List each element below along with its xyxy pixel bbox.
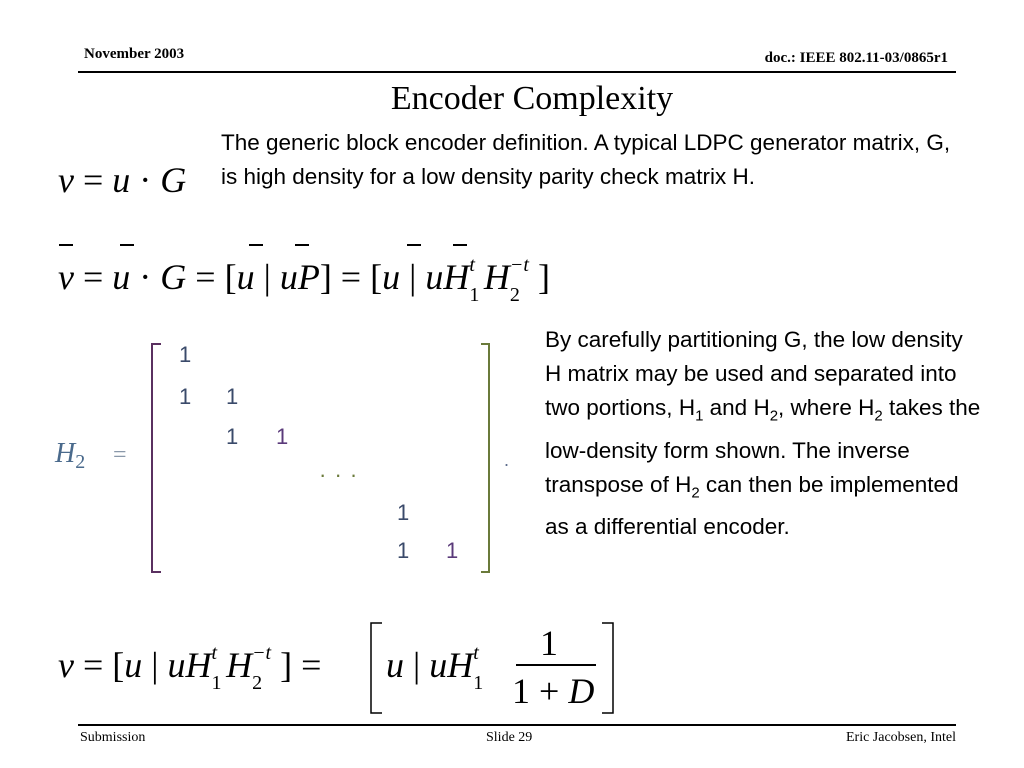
subscript: 2 — [874, 407, 883, 425]
paragraph-text: and H — [703, 395, 770, 420]
left-big-bracket-icon — [368, 622, 384, 714]
subscript: 2 — [769, 407, 779, 425]
equation-partitioned-encoder: v = u · G = [u | uP] = [u | $uH_1^t$ $H_2^{-t}$ ] — [56, 236, 656, 306]
slide-title: Encoder Complexity — [390, 80, 674, 117]
matrix-label: $H_2$ — [55, 438, 86, 473]
overbar-mark — [249, 244, 263, 246]
overbar-mark — [59, 244, 73, 246]
right-big-bracket-icon — [600, 622, 616, 714]
equation-block-encoder: v = u · G — [58, 160, 187, 200]
header-rule — [78, 71, 956, 73]
matrix-entry: 1 — [397, 538, 410, 563]
overbar-mark — [453, 244, 467, 246]
matrix-equals: = — [113, 442, 127, 468]
paragraph-partitioning — [545, 323, 985, 544]
matrix-entry: 1 — [446, 538, 459, 563]
matrix-h2 — [55, 338, 515, 578]
subscript: 2 — [691, 484, 700, 501]
paragraph-text: can then be implemented as a differential encoder. — [545, 471, 959, 539]
overbar-mark — [407, 244, 421, 246]
right-bracket-icon — [479, 342, 493, 574]
overbar-mark — [295, 244, 309, 246]
matrix-entry: 1 — [179, 384, 192, 409]
matrix-entry: 1 — [276, 424, 289, 449]
matrix-entry: 1 — [226, 384, 239, 409]
matrix-entry: 1 — [226, 424, 239, 449]
footer-submission: Submission — [80, 730, 146, 745]
footer-author: Eric Jacobsen, Intel — [845, 730, 956, 745]
paragraph-generic-encoder: The generic block encoder definition. A typical LDPC generator matrix, G, is high density for a low density parity check matrix H. — [221, 130, 951, 189]
subscript: 1 — [695, 407, 704, 425]
footer-rule — [78, 724, 956, 726]
matrix-dots: · · · — [319, 462, 359, 487]
footer-slide-number: Slide 29 — [486, 730, 533, 745]
matrix-trailing-period: . — [504, 450, 510, 470]
matrix-entry: 1 — [397, 500, 410, 525]
paragraph-text: , where H — [778, 395, 875, 420]
left-bracket-icon — [149, 342, 163, 574]
paragraph-text: takes the low-density form shown. The inverse transpose of H — [545, 395, 981, 497]
overbar-mark — [120, 244, 134, 246]
paragraph-text: By carefully partitioning G, the low density H matrix may be used and separated into two portions, H — [545, 327, 963, 420]
equation-differential-encoder: v = [u | $uH_1^t$ $H_2^{-t}$ ] = u | $uH_1^t$ 1 1 + D — [56, 618, 656, 718]
fraction-bar — [516, 664, 596, 666]
header-doc-id: doc.: IEEE 802.11-03/0865r1 — [764, 50, 948, 66]
matrix-entry: 1 — [179, 342, 192, 367]
header-date: November 2003 — [84, 46, 185, 62]
